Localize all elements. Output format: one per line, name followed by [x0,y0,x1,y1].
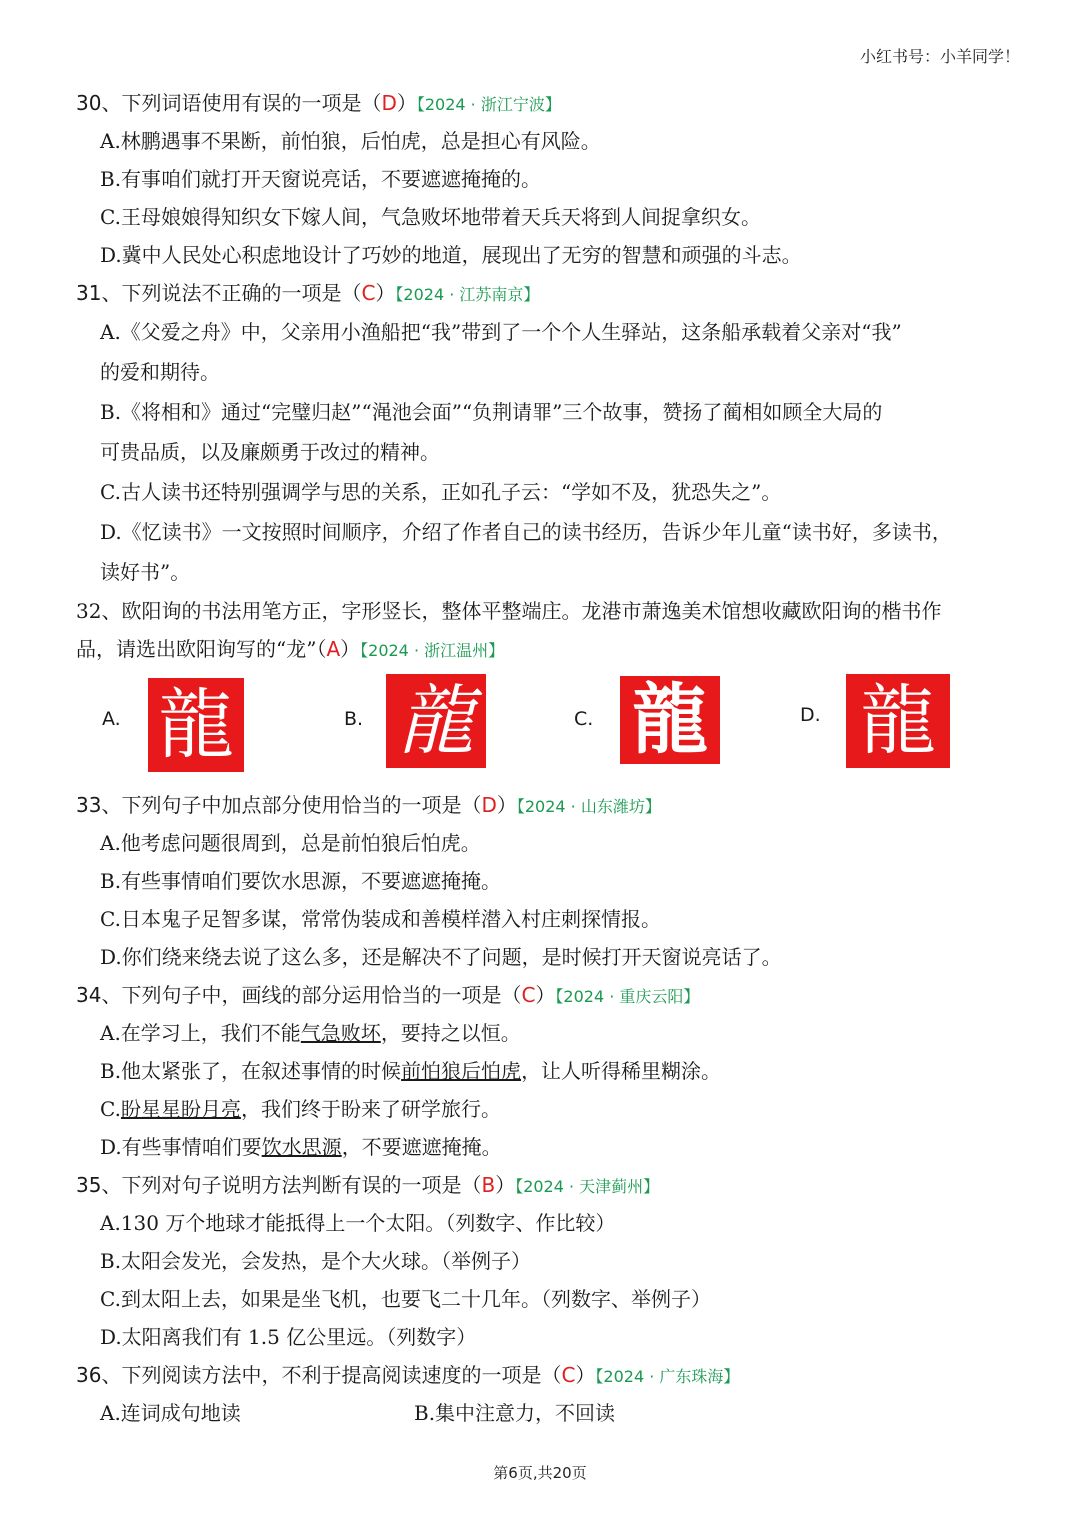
calligraphy-image-c [620,676,720,764]
option-30-a: A.林鹏遇事不果断，前怕狼，后怕虎，总是担心有风险。 [100,129,601,153]
source-tag-35: 【2024 · 天津蓟州】 [515,1177,660,1196]
choice-c-label: C. [574,708,594,730]
option-35-c: C.到太阳上去，如果是坐飞机，也要飞二十几年。（列数字、举例子） [100,1287,711,1311]
option-35-b: B.太阳会发光，会发热，是个大火球。（举例子） [100,1249,532,1273]
source-tag-34: 【2024 · 重庆云阳】 [555,987,700,1006]
question-36-stem: 36、下列阅读方法中，不利于提高阅读速度的一项是（C）【2024 · 广东珠海】 [76,1363,740,1387]
calligraphy-image-a [148,678,244,772]
option-33-a: A.他考虑问题很周到，总是前怕狼后怕虎。 [100,831,481,855]
choice-a-label: A. [102,708,121,730]
option-30-d: D.冀中人民处心积虑地设计了巧妙的地道，展现出了无穷的智慧和顽强的斗志。 [100,243,802,267]
source-tag-30: 【2024 · 浙江宁波】 [416,95,561,114]
question-35-stem: 35、下列对句子说明方法判断有误的一项是（B）【2024 · 天津蓟州】 [76,1173,660,1197]
source-tag-36: 【2024 · 广东珠海】 [595,1367,740,1386]
choice-d-label: D. [800,704,821,726]
answer-35: B [481,1173,496,1197]
question-33-stem: 33、下列句子中加点部分使用恰当的一项是（D）【2024 · 山东潍坊】 [76,793,661,817]
option-31-c: C.古人读书还特别强调学与思的关系，正如孔子云：“学如不及，犹恐失之”。 [100,480,782,504]
option-33-b: B.有些事情咱们要饮水思源，不要遮遮掩掩。 [100,869,502,893]
option-34-d: D.有些事情咱们要饮水思源，不要遮遮掩掩。 [100,1135,502,1159]
calligraphy-choices [76,670,1026,782]
page-header: 小红书号：小羊同学！ [859,47,1020,66]
choice-b-label: B. [344,708,364,730]
calligraphy-glyph-b: 龍 [398,676,474,765]
option-35-d: D.太阳离我们有 1.5 亿公里远。（列数字） [100,1325,477,1349]
answer-36: C [561,1363,576,1387]
option-31-d-cont: 读好书”。 [100,560,191,584]
answer-33: D [481,793,497,817]
option-34-b: B.他太紧张了，在叙述事情的时候前怕狼后怕虎，让人听得稀里糊涂。 [100,1059,722,1083]
question-content [76,84,1026,1432]
option-30-c: C.王母娘娘得知织女下嫁人间，气急败坏地带着天兵天将到人间捉拿织女。 [100,205,761,229]
underlined-phrase: 前怕狼后怕虎 [401,1059,522,1083]
underlined-phrase: 饮水思源 [261,1135,342,1159]
option-33-c: C.日本鬼子足智多谋，常常伪装成和善模样潜入村庄刺探情报。 [100,907,661,931]
source-tag-33: 【2024 · 山东潍坊】 [516,797,661,816]
option-31-b: B.《将相和》通过“完璧归赵”“渑池会面”“负荆请罪”三个故事，赞扬了蔺相如顾全大局的 [100,400,883,424]
question-30-stem: 30、下列词语使用有误的一项是（D）【2024 · 浙江宁波】 [76,91,561,115]
option-34-a: A.在学习上，我们不能气急败坏，要持之以恒。 [100,1021,521,1045]
source-tag-31: 【2024 · 江苏南京】 [395,285,540,304]
underlined-phrase: 盼星星盼月亮 [120,1097,241,1121]
question-34-stem: 34、下列句子中，画线的部分运用恰当的一项是（C）【2024 · 重庆云阳】 [76,983,700,1007]
answer-31: C [361,281,376,305]
page-footer: 第6页,共20页 [493,1464,587,1482]
option-30-b: B.有事咱们就打开天窗说亮话，不要遮遮掩掩的。 [100,167,542,191]
calligraphy-glyph-d: 龍 [860,676,936,765]
underlined-phrase: 气急败坏 [300,1021,381,1045]
options-36-row [76,1394,1026,1432]
option-35-a: A.130 万个地球才能抵得上一个太阳。（列数字、作比较） [100,1211,616,1235]
question-31-stem: 31、下列说法不正确的一项是（C）【2024 · 江苏南京】 [76,281,540,305]
calligraphy-glyph-c: 龍 [632,675,708,764]
option-31-d: D.《忆读书》一文按照时间顺序，介绍了作者自己的读书经历，告诉少年儿童“读书好，多读书， [100,520,952,544]
calligraphy-image-d [846,674,950,768]
option-31-a-cont: 的爱和期待。 [100,360,220,384]
answer-34: C [521,983,536,1007]
calligraphy-glyph-a: 龍 [158,680,234,769]
option-33-d: D.你们绕来绕去说了这么多，还是解决不了问题，是时候打开天窗说亮话了。 [100,945,782,969]
answer-32: A [326,637,341,661]
calligraphy-image-b [386,674,486,768]
option-36-a: A.连词成句地读 [100,1401,241,1425]
option-31-b-cont: 可贵品质，以及廉颇勇于改过的精神。 [100,440,440,464]
question-32-stem: 32、欧阳询的书法用笔方正，字形竖长，整体平整端庄。龙港市萧逸美术馆想收藏欧阳询的楷书作 [76,599,942,623]
option-34-c: C.盼星星盼月亮，我们终于盼来了研学旅行。 [100,1097,501,1121]
option-31-a: A.《父爱之舟》中，父亲用小渔船把“我”带到了一个个人生驿站，这条船承载着父亲对“我” [100,320,902,344]
answer-30: D [381,91,397,115]
option-36-b: B.集中注意力，不回读 [414,1401,616,1425]
source-tag-32: 【2024 · 浙江温州】 [360,641,505,660]
question-32-stem-cont: 品，请选出欧阳询写的“龙”（A）【2024 · 浙江温州】 [76,637,505,661]
